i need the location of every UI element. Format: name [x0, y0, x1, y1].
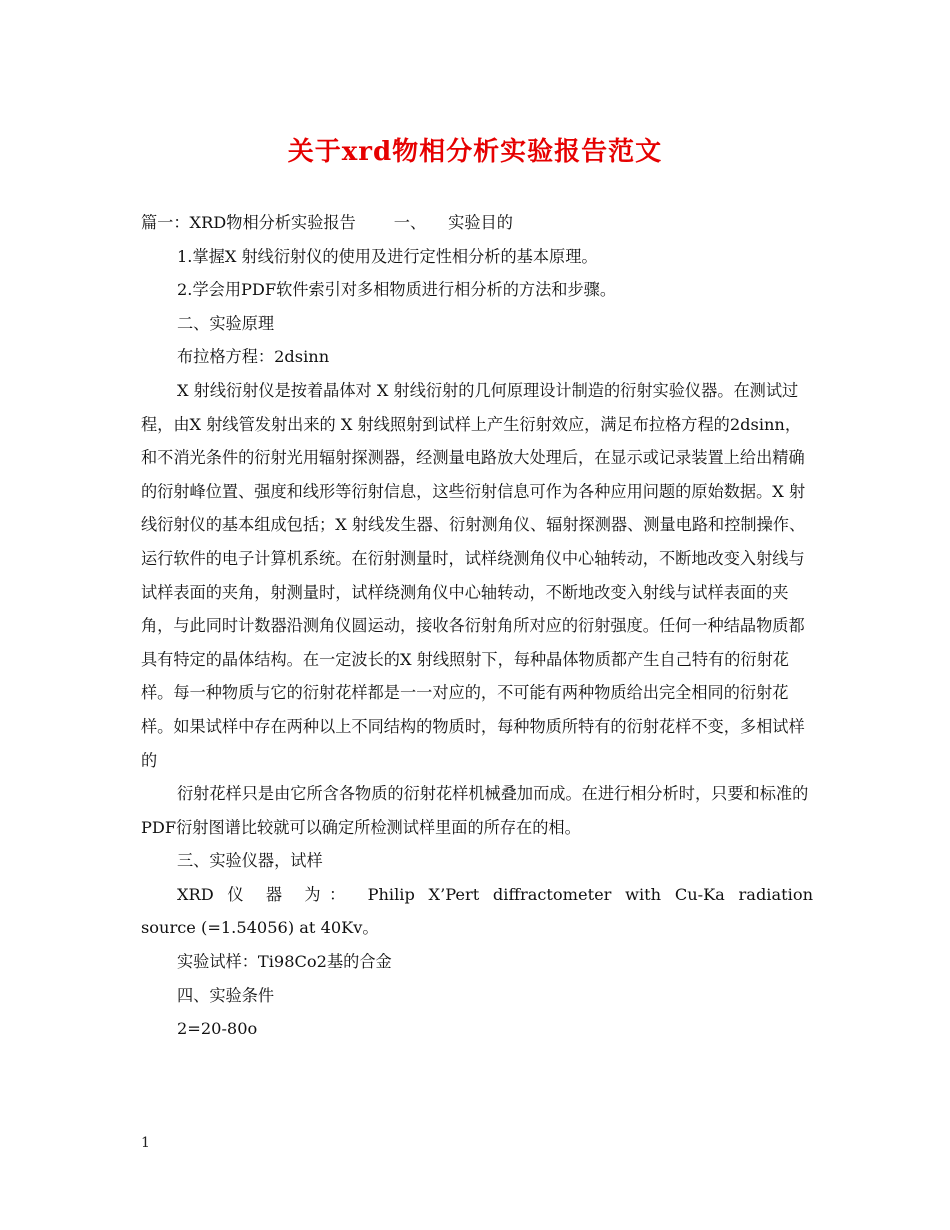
principle-paragraph-continued: 衍射花样只是由它所含各物质的衍射花样机械叠加而成。在进行相分析时，只要和标准的PDF衍射图谱比较就可以确定所检测试样里面的所存在的相。 [141, 784, 809, 837]
principle-paragraph: X 射线衍射仪是按着晶体对 X 射线衍射的几何原理设计制造的衍射实验仪器。在测试过程，由X 射线管发射出来的 X 射线照射到试样上产生衍射效应，满足布拉格方程的2dsinn，和不消光条件的衍射光用辐射探测器，经测量电路放大处理后，在显示或记录装置上给出精确的衍射峰位置、强度和线形等衍射信息，这些衍射信息可作为各种应用问题的原始数据。X 射线衍射仪的基本组成包括；X 射线发生器、衍射测角仪、辐射探测器、测量电路和控制操作、运行软件的电子计算机系统。在衍射测量时，试样绕测角仪中心轴转动，不断地改变入射线与试样表面的夹角，射测量时，试样绕测角仪中心轴转动，不断地改变入射线与试样表面的夹角，与此同时计数器沿测角仪圆运动，接收各衍射角所对应的衍射强度。任何一种结晶物质都具有特定的晶体结构。在一定波长的X 射线照射下，每种晶体物质都产生自己特有的衍射花样。每一种物质与它的衍射花样都是一一对应的，不可能有两种物质给出完全相同的衍射花样。如果试样中存在两种以上不同结构的物质时，每种物质所特有的衍射花样不变，多相试样的 [141, 380, 806, 770]
instrument-text: XRD 仪 器 为： Philip X’Pert diffractometer with Cu-Ka radiation [177, 884, 813, 904]
intro-line [141, 206, 813, 240]
instrument-line-continued: source (=1.54056) at 40Kv。 [141, 918, 379, 938]
section-heading-principle: 二、实验原理 [177, 313, 275, 333]
article-heading: 篇一：XRD物相分析实验报告 [141, 213, 356, 232]
page-number: 1 [141, 1135, 150, 1151]
section-heading-purpose: 实验目的 [448, 213, 513, 232]
section-heading-conditions: 四、实验条件 [177, 985, 275, 1005]
document-body [141, 206, 813, 1046]
section-number: 一、 [393, 213, 427, 232]
purpose-item-2: 2.学会用PDF软件索引对多相物质进行相分析的方法和步骤。 [177, 280, 617, 300]
sample-line: 实验试样：Ti98Co2基的合金 [177, 952, 392, 972]
condition-line: 2=20-80o [177, 1019, 258, 1039]
document-title: 关于xrd物相分析实验报告范文 [287, 137, 663, 167]
section-heading-instruments: 三、实验仪器，试样 [177, 851, 323, 871]
instrument-line [141, 878, 813, 912]
bragg-equation: 布拉格方程：2dsinn [177, 347, 330, 367]
purpose-item-1: 1.掌握X 射线衍射仪的使用及进行定性相分析的基本原理。 [177, 246, 598, 266]
